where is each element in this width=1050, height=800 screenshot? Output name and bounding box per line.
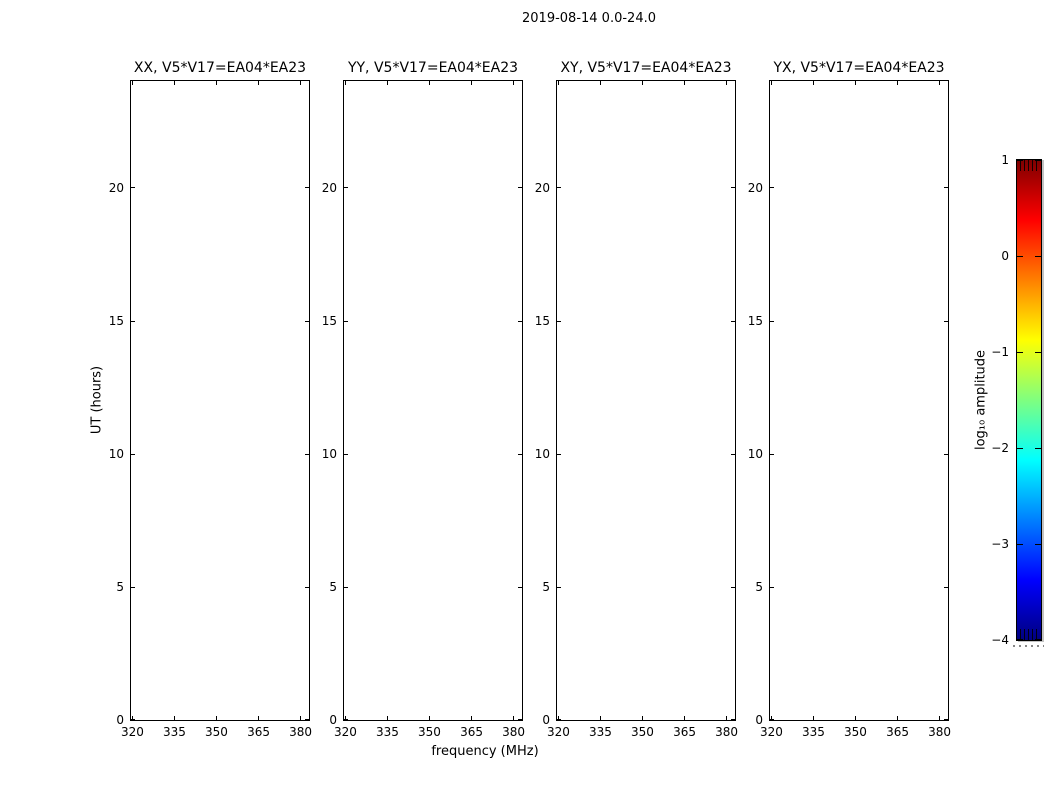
x-tick-top xyxy=(513,81,514,85)
x-tick-top xyxy=(558,81,559,85)
y-tick-right xyxy=(518,719,522,720)
x-tick-label: 380 xyxy=(289,725,313,739)
y-tick-left xyxy=(557,321,561,322)
colorbar-tick-left xyxy=(1017,544,1023,545)
x-tick-label: 320 xyxy=(759,725,783,739)
x-tick-bottom xyxy=(174,716,175,720)
y-tick-left xyxy=(344,587,348,588)
x-tick-label: 365 xyxy=(460,725,483,739)
y-tick-left xyxy=(557,719,561,720)
colorbar-tick-label: 0 xyxy=(1001,249,1009,263)
x-tick-label: 365 xyxy=(247,725,270,739)
x-tick-label: 350 xyxy=(205,725,228,739)
y-tick-left xyxy=(131,187,135,188)
x-tick-bottom xyxy=(387,716,388,720)
x-tick-top xyxy=(132,81,133,85)
x-tick-label: 380 xyxy=(715,725,739,739)
y-tick-right xyxy=(518,454,522,455)
colorbar-tick-label: −3 xyxy=(991,537,1009,551)
x-tick-label: 335 xyxy=(801,725,825,739)
colorbar-tick-right xyxy=(1035,256,1041,257)
y-tick-right xyxy=(731,454,735,455)
x-tick-top xyxy=(345,81,346,85)
y-tick-right xyxy=(944,187,948,188)
panel-xx xyxy=(108,60,313,739)
panel-yy xyxy=(321,60,526,739)
x-tick-label: 335 xyxy=(588,725,612,739)
y-tick-right xyxy=(305,719,309,720)
x-tick-top xyxy=(258,81,259,85)
y-tick-label: 5 xyxy=(116,579,124,594)
y-tick-right xyxy=(731,187,735,188)
x-tick-bottom xyxy=(513,716,514,720)
colorbar-tick-right xyxy=(1035,352,1041,353)
y-tick-right xyxy=(305,187,309,188)
colorbar-tick-right xyxy=(1035,448,1041,449)
panel-title-xy: XY, V5*V17=EA04*EA23 xyxy=(560,60,732,76)
y-tick-left xyxy=(131,321,135,322)
y-tick-label: 15 xyxy=(747,313,763,328)
colorbar-tick-right xyxy=(1035,160,1041,161)
panel-xy xyxy=(534,60,739,739)
y-tick-left xyxy=(557,187,561,188)
colorbar-below-dotted-line xyxy=(1013,645,1044,647)
y-tick-left xyxy=(557,587,561,588)
y-tick-label: 0 xyxy=(542,713,550,727)
x-tick-label: 350 xyxy=(418,725,441,739)
colorbar-tick-left xyxy=(1017,256,1023,257)
y-tick-left xyxy=(344,187,348,188)
y-tick-label: 10 xyxy=(747,446,763,461)
x-tick-bottom xyxy=(216,716,217,720)
y-tick-label: 20 xyxy=(108,180,124,195)
x-tick-top xyxy=(897,81,898,85)
y-tick-left xyxy=(770,587,774,588)
y-tick-left xyxy=(770,719,774,720)
y-tick-right xyxy=(731,719,735,720)
y-tick-left xyxy=(344,321,348,322)
x-tick-label: 320 xyxy=(333,725,357,739)
x-tick-label: 335 xyxy=(162,725,186,739)
x-tick-top xyxy=(429,81,430,85)
x-tick-top xyxy=(600,81,601,85)
y-tick-label: 15 xyxy=(534,313,550,328)
y-tick-label: 15 xyxy=(321,313,337,328)
colorbar-tick-left xyxy=(1017,448,1023,449)
x-tick-bottom xyxy=(855,716,856,720)
colorbar-tick-label: −2 xyxy=(991,441,1009,455)
x-tick-label: 350 xyxy=(631,725,654,739)
x-tick-bottom xyxy=(471,716,472,720)
y-tick-left xyxy=(131,587,135,588)
y-tick-left xyxy=(770,187,774,188)
figure-title: 2019-08-14 0.0-24.0 xyxy=(522,11,656,26)
x-tick-bottom xyxy=(939,716,940,720)
y-tick-left xyxy=(131,454,135,455)
x-tick-label: 365 xyxy=(673,725,696,739)
x-tick-label: 335 xyxy=(375,725,399,739)
panel-yx xyxy=(747,60,952,739)
y-tick-right xyxy=(518,321,522,322)
x-tick-label: 380 xyxy=(502,725,526,739)
y-tick-label: 5 xyxy=(542,579,550,594)
y-tick-right xyxy=(944,321,948,322)
colorbar-tick-right xyxy=(1035,544,1041,545)
y-tick-right xyxy=(518,587,522,588)
y-tick-label: 20 xyxy=(747,180,763,195)
y-tick-label: 15 xyxy=(108,313,124,328)
x-tick-top xyxy=(471,81,472,85)
x-tick-top xyxy=(939,81,940,85)
y-tick-left xyxy=(770,454,774,455)
y-tick-label: 20 xyxy=(534,180,550,195)
colorbar-tick-label: −1 xyxy=(991,345,1009,359)
y-tick-left xyxy=(770,321,774,322)
x-tick-top xyxy=(174,81,175,85)
colorbar-tick-left xyxy=(1017,639,1023,640)
x-tick-bottom xyxy=(813,716,814,720)
panel-title-yx: YX, V5*V17=EA04*EA23 xyxy=(773,60,945,76)
y-tick-label: 0 xyxy=(755,713,763,727)
x-tick-bottom xyxy=(300,716,301,720)
x-tick-label: 320 xyxy=(546,725,570,739)
y-tick-label: 5 xyxy=(755,579,763,594)
colorbar xyxy=(991,153,1042,647)
y-tick-left xyxy=(344,719,348,720)
x-tick-top xyxy=(726,81,727,85)
colorbar-tick-left xyxy=(1017,352,1023,353)
colorbar-tick-label: −4 xyxy=(991,633,1009,647)
x-tick-label: 350 xyxy=(844,725,867,739)
x-tick-top xyxy=(684,81,685,85)
colorbar-tick-right xyxy=(1035,639,1041,640)
x-tick-top xyxy=(855,81,856,85)
x-tick-top xyxy=(771,81,772,85)
x-tick-label: 365 xyxy=(886,725,909,739)
y-tick-label: 20 xyxy=(321,180,337,195)
y-tick-label: 0 xyxy=(116,713,124,727)
y-tick-right xyxy=(731,321,735,322)
y-tick-right xyxy=(305,587,309,588)
x-tick-bottom xyxy=(726,716,727,720)
y-tick-label: 10 xyxy=(321,446,337,461)
x-tick-bottom xyxy=(258,716,259,720)
y-tick-right xyxy=(944,587,948,588)
y-tick-right xyxy=(305,454,309,455)
y-tick-right xyxy=(731,587,735,588)
x-tick-bottom xyxy=(897,716,898,720)
y-tick-label: 5 xyxy=(329,579,337,594)
x-tick-top xyxy=(387,81,388,85)
y-tick-right xyxy=(944,719,948,720)
colorbar-tick-label: 1 xyxy=(1001,153,1009,167)
x-tick-top xyxy=(813,81,814,85)
x-axis-label: frequency (MHz) xyxy=(431,744,539,759)
x-tick-bottom xyxy=(642,716,643,720)
y-tick-label: 10 xyxy=(534,446,550,461)
colorbar-top-hatch-marks xyxy=(1020,160,1038,171)
y-tick-left xyxy=(344,454,348,455)
y-tick-label: 0 xyxy=(329,713,337,727)
panel-title-xx: XX, V5*V17=EA04*EA23 xyxy=(133,60,307,76)
x-tick-top xyxy=(642,81,643,85)
y-tick-label: 10 xyxy=(108,446,124,461)
x-tick-bottom xyxy=(600,716,601,720)
colorbar-tick-left xyxy=(1017,160,1023,161)
y-tick-left xyxy=(557,454,561,455)
y-tick-right xyxy=(305,321,309,322)
x-tick-label: 320 xyxy=(120,725,144,739)
y-tick-right xyxy=(518,187,522,188)
y-tick-right xyxy=(944,454,948,455)
colorbar-label: log₁₀ amplitude xyxy=(973,349,989,451)
panel-title-yy: YY, V5*V17=EA04*EA23 xyxy=(347,60,519,76)
x-tick-label: 380 xyxy=(928,725,952,739)
x-tick-bottom xyxy=(429,716,430,720)
y-tick-left xyxy=(131,719,135,720)
y-axis-label: UT (hours) xyxy=(89,365,105,435)
x-tick-top xyxy=(216,81,217,85)
x-tick-top xyxy=(300,81,301,85)
x-tick-bottom xyxy=(684,716,685,720)
